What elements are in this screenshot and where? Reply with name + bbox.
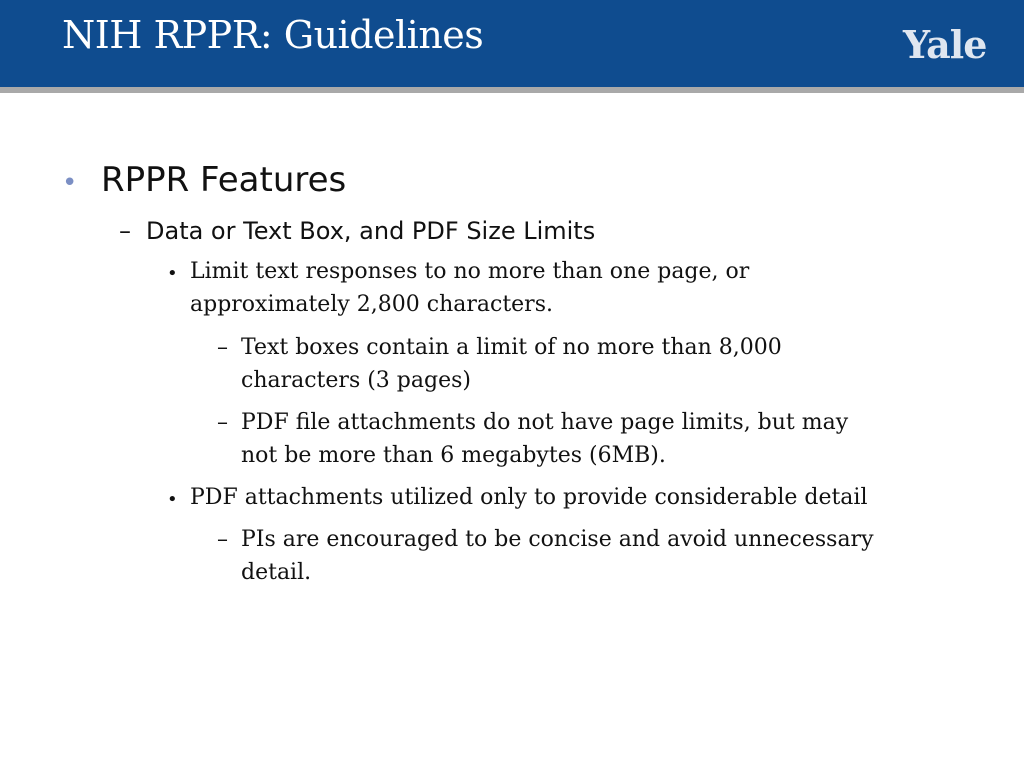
slide-title: NIH RPPR: Guidelines	[62, 13, 484, 57]
item-1-line-2: approximately 2,800 characters.	[190, 292, 553, 317]
item-1-bullet: •	[167, 263, 178, 284]
item-2-bullet: •	[167, 489, 178, 510]
yale-logo: Yale	[903, 22, 987, 67]
item-1-sub-1-line-1: Text boxes contain a limit of no more than 8,000	[241, 335, 782, 360]
item-1-sub-1-marker: –	[217, 335, 228, 360]
level2-heading: Data or Text Box, and PDF Size Limits	[146, 217, 596, 245]
item-2-sub-1-marker: –	[217, 527, 228, 552]
item-1-sub-2-line-1: PDF file attachments do not have page limits, but may	[241, 410, 849, 435]
item-2-sub-1-line-1: PIs are encouraged to be concise and avoid unnecessary	[241, 527, 874, 552]
level2-marker: –	[119, 217, 131, 245]
level1-heading: RPPR Features	[101, 160, 347, 200]
item-1-sub-2-marker: –	[217, 410, 228, 435]
item-2-sub-1-line-2: detail.	[241, 560, 312, 585]
level1-bullet: •	[62, 168, 78, 198]
item-1-sub-1-line-2: characters (3 pages)	[241, 368, 471, 393]
item-1-sub-2-line-2: not be more than 6 megabytes (6MB).	[241, 443, 666, 468]
item-2-line-1: PDF attachments utilized only to provide considerable detail	[190, 485, 868, 510]
item-1-line-1: Limit text responses to no more than one page, or	[190, 259, 750, 284]
